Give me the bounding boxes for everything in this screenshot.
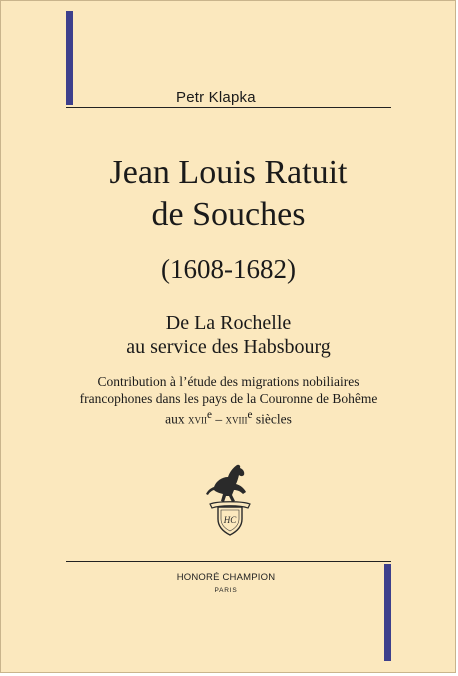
description-line-1: Contribution à l’étude des migrations nobiliaires: [97, 374, 360, 389]
century-xviii-superscript: e: [247, 409, 253, 421]
bottom-accent-bar: [384, 564, 391, 661]
description-line-3: [71, 407, 386, 428]
century-xvii-superscript: e: [207, 409, 212, 421]
publisher-name: HONORÉ CHAMPION: [176, 572, 276, 583]
description-line-3-suffix: siècles: [252, 411, 292, 427]
subtitle-line-2: au service des Habsbourg: [126, 336, 331, 358]
author-name: Petr Klapka: [176, 89, 256, 106]
publisher-city: PARIS: [214, 587, 238, 594]
description-line-3-prefix: aux: [165, 411, 188, 427]
title-line-2: de Souches: [151, 196, 306, 233]
title-dates: (1608-1682): [161, 254, 296, 284]
century-xvii: xvii: [188, 411, 207, 427]
top-accent-bar: [66, 11, 73, 105]
top-rule: [66, 107, 391, 108]
century-xviii: xviii: [225, 411, 248, 427]
title-line-1: Jean Louis Ratuit: [109, 154, 348, 191]
description-line-2: francophones dans les pays de la Couronne de Bohême: [79, 391, 378, 406]
subtitle-line-1: De La Rochelle: [165, 312, 292, 334]
emblem-monogram: HC: [223, 515, 237, 525]
publisher-horse-emblem: [204, 457, 256, 539]
bottom-rule: [66, 561, 391, 562]
century-dash: –: [212, 411, 226, 427]
